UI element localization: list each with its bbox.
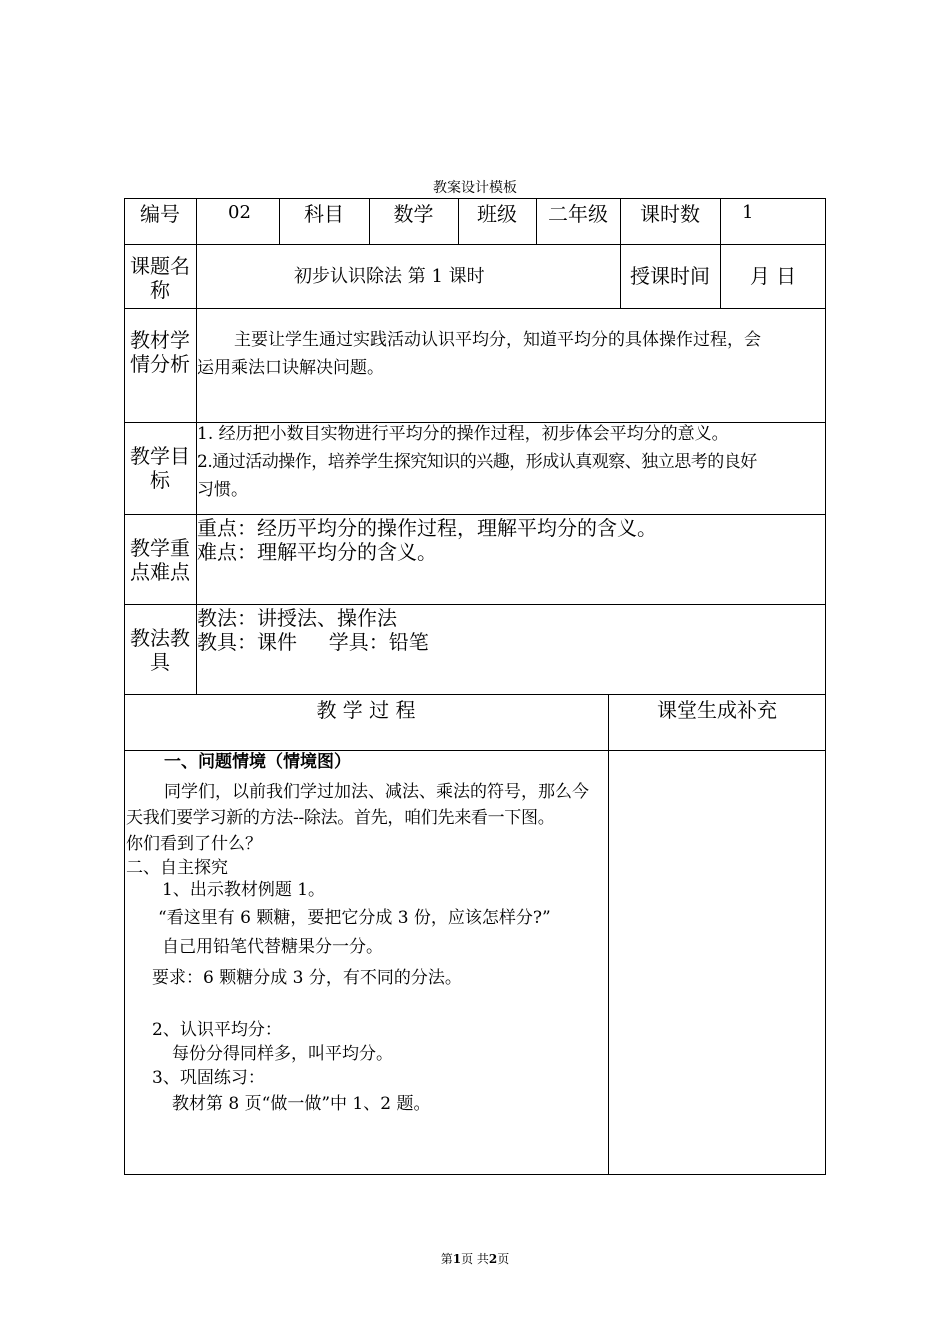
row-divider <box>124 422 826 423</box>
process-line: 天我们要学习新的方法--除法。首先，咱们先来看一下图。 <box>126 808 555 828</box>
analysis-label: 教材学 情分析 <box>130 328 190 376</box>
total-pages: 2 <box>488 1252 498 1266</box>
analysis-line-2: 运用乘法口诀解决问题。 <box>197 358 384 378</box>
topic-value: 初步认识除法 第 1 课时 <box>294 266 485 287</box>
row-divider <box>124 694 826 695</box>
hours-value: 1 <box>742 202 754 223</box>
class-label: 班级 <box>477 202 517 226</box>
process-line: 3、巩固练习： <box>152 1068 265 1088</box>
process-line: 2、认识平均分： <box>152 1020 282 1040</box>
process-line: 你们看到了什么？ <box>126 834 262 854</box>
process-header: 教 学 过 程 <box>316 698 416 722</box>
methods-line-2: 教具：课件 学具：铅笔 <box>197 630 429 654</box>
process-line: 自己用铅笔代替糖果分一分。 <box>162 937 383 957</box>
goals-line-3: 习惯。 <box>197 480 248 500</box>
analysis-line-1: 主要让学生通过实践活动认识平均分，知道平均分的具体操作过程，会 <box>234 330 761 350</box>
goals-line-1: 1. 经历把小数目实物进行平均分的操作过程，初步体会平均分的意义。 <box>197 424 729 444</box>
process-line: 二、自主探究 <box>126 858 228 878</box>
goals-line-2: 2.通过活动操作，培养学生探究知识的兴趣，形成认真观察、独立思考的良好 <box>197 452 757 472</box>
supplement-header: 课堂生成补充 <box>657 698 777 722</box>
page-footer: 第1页 共2页 <box>440 1252 510 1266</box>
keypoints-line-1: 重点：经历平均分的操作过程，理解平均分的含义。 <box>197 516 657 540</box>
subject-label: 科目 <box>304 202 344 226</box>
goals-label: 教学目 标 <box>130 444 190 492</box>
table-border-right <box>825 198 826 1175</box>
column-divider <box>608 694 609 1175</box>
number-value: 02 <box>228 202 251 223</box>
lesson-plan-table <box>124 198 826 1175</box>
number-label: 编号 <box>140 202 180 226</box>
lesson-time-value: 月 日 <box>749 264 797 288</box>
document-title: 教案设计模板 <box>433 180 517 196</box>
process-line: 1、出示教材例题 1。 <box>162 880 326 900</box>
process-line: 每份分得同样多，叫平均分。 <box>172 1044 393 1064</box>
methods-line-1: 教法：讲授法、操作法 <box>197 606 397 630</box>
keypoints-line-2: 难点：理解平均分的含义。 <box>197 540 437 564</box>
process-line: “看这里有 6 颗糖，要把它分成 3 份，应该怎样分?” <box>158 908 551 928</box>
row-divider <box>124 750 826 751</box>
current-page: 1 <box>452 1252 462 1266</box>
topic-label: 课题名 称 <box>130 254 190 302</box>
class-value: 二年级 <box>548 202 608 226</box>
row-divider <box>124 604 826 605</box>
hours-label: 课时数 <box>640 202 700 226</box>
process-line: 要求：6 颗糖分成 3 分，有不同的分法。 <box>152 968 462 988</box>
methods-label: 教法教 具 <box>130 626 190 674</box>
column-divider <box>720 198 721 244</box>
lesson-time-label: 授课时间 <box>630 264 710 288</box>
process-line: 教材第 8 页“做一做”中 1、2 题。 <box>172 1094 431 1114</box>
subject-value: 数学 <box>393 202 434 226</box>
keypoints-label: 教学重 点难点 <box>130 536 190 584</box>
process-line: 同学们，以前我们学过加法、减法、乘法的符号，那么今 <box>164 782 589 802</box>
row-divider <box>124 308 826 309</box>
row-divider <box>124 514 826 515</box>
process-line: 一、问题情境（情境图） <box>164 752 351 772</box>
table-border-bottom <box>124 1174 826 1175</box>
